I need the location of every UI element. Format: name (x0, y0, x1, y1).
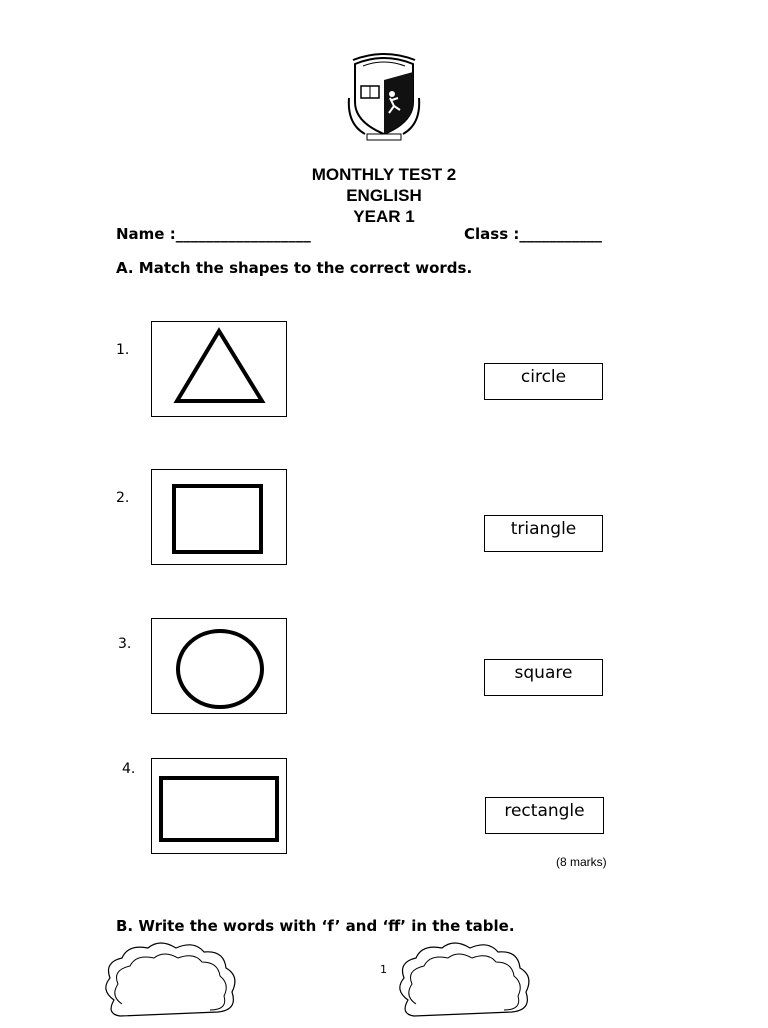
item-number: 3. (118, 636, 132, 652)
shape-box (151, 321, 287, 417)
word-box-circle[interactable]: circle (484, 363, 603, 400)
section-a-instruction: A. Match the shapes to the correct words. (116, 259, 473, 277)
word-box-square[interactable]: square (484, 659, 603, 696)
triangle-icon (152, 322, 286, 416)
cloud-icon (100, 940, 240, 1024)
rectangle-icon (152, 470, 286, 564)
item-number: 1. (116, 342, 130, 358)
school-logo (345, 50, 423, 142)
section-b-instruction: B. Write the words with ‘f’ and ‘ff’ in the table. (116, 917, 515, 935)
marks-label: (8 marks) (556, 855, 607, 869)
cloud-icon (394, 940, 534, 1024)
subject-title: ENGLISH (346, 186, 422, 205)
shape-box (151, 469, 287, 565)
item-number: 4. (122, 761, 136, 777)
item-number: 2. (116, 490, 130, 506)
word-box-triangle[interactable]: triangle (484, 515, 603, 552)
page-number: 1 (380, 963, 387, 976)
class-field[interactable]: Class :___________ (464, 225, 602, 243)
word-box-rectangle[interactable]: rectangle (485, 797, 604, 834)
year-title: YEAR 1 (353, 207, 415, 226)
rectangle-icon (152, 759, 286, 853)
test-title: MONTHLY TEST 2 (311, 165, 457, 184)
name-field[interactable]: Name :__________________ (116, 225, 311, 243)
circle-icon (152, 619, 286, 713)
shape-box (151, 618, 287, 714)
shape-box (151, 758, 287, 854)
